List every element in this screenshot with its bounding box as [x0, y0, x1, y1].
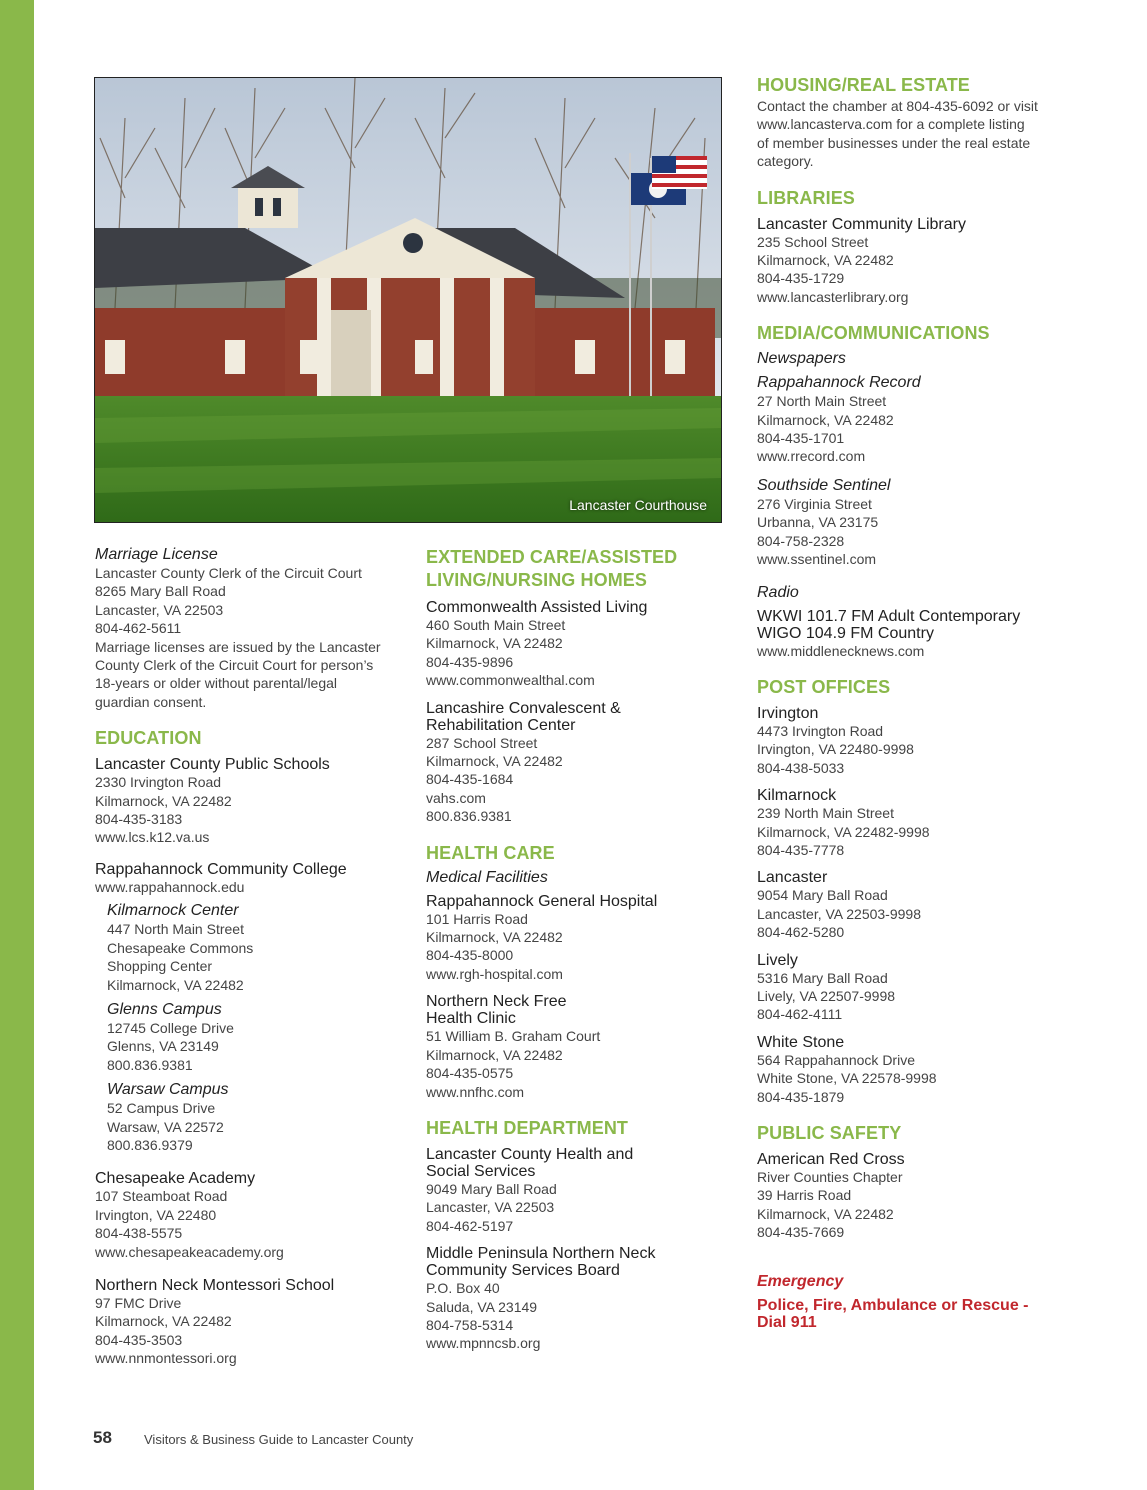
entry-line: 804-435-7669: [757, 1224, 845, 1241]
entry-line: 804-435-8000: [426, 947, 514, 964]
entry-line: 9054 Mary Ball Road: [757, 887, 888, 904]
entry-line: Kilmarnock, VA 22482: [426, 753, 563, 770]
housing-line: category.: [757, 153, 814, 170]
entry-line: 804-435-1684: [426, 771, 514, 788]
entry-line: 2330 Irvington Road: [95, 774, 222, 791]
entry-line: Lively, VA 22507-9998: [757, 987, 896, 1004]
entry-line: guardian consent.: [95, 693, 207, 710]
middle-column: [426, 546, 726, 1363]
entry-line: 804-435-7778: [757, 841, 845, 858]
entry-line: www.rgh-hospital.com: [426, 965, 563, 982]
entry-line: Kilmarnock, VA 22482: [95, 1313, 232, 1330]
entry-title: Irvington: [757, 704, 819, 722]
extended-care-heading-1: EXTENDED CARE/ASSISTED: [426, 547, 678, 567]
entry-line: Irvington, VA 22480-9998: [757, 741, 914, 758]
green-sidebar-bar: [0, 0, 34, 1490]
media-heading: MEDIA/COMMUNICATIONS: [757, 323, 990, 344]
chesapeake-academy-entry: [95, 1170, 405, 1261]
entry-line: Marriage licenses are issued by the Lancaster: [95, 638, 381, 655]
entry-line: 804-435-3503: [95, 1331, 183, 1348]
entry-line: 287 School Street: [426, 734, 538, 751]
entry-line: Lancaster County Clerk of the Circuit Court: [95, 565, 362, 581]
entry-line: Irvington, VA 22480: [95, 1206, 217, 1223]
radio-station: WIGO 104.9 FM Country: [757, 624, 934, 642]
entry-line: 18-years or older without parental/legal: [95, 675, 338, 692]
courthouse-illustration: [95, 78, 721, 522]
entry-line: 804-758-5314: [426, 1316, 514, 1333]
entry-line: Kilmarnock, VA 22482: [757, 411, 894, 428]
glenns-campus-entry: [95, 1000, 405, 1074]
entry-line: 8265 Mary Ball Road: [95, 583, 226, 600]
entry-line: 804-438-5575: [95, 1225, 183, 1242]
entry-line: 239 North Main Street: [757, 805, 894, 822]
entry-title: Health Clinic: [426, 1010, 516, 1028]
entry-title: Lancaster: [757, 869, 828, 887]
medical-facilities-subhead: Medical Facilities: [426, 868, 548, 886]
kilmarnock-po-entry: [757, 787, 1087, 859]
entry-line: www.chesapeakeacademy.org: [95, 1243, 284, 1260]
post-offices-heading: POST OFFICES: [757, 676, 891, 697]
entry-line: 804-435-1701: [757, 430, 845, 447]
entry-title: Commonwealth Assisted Living: [426, 599, 648, 616]
entry-line: www.middleneckn​ews.com: [757, 642, 925, 659]
housing-line: www.lancasterva.com for a complete listing: [757, 116, 1025, 133]
entry-line: 564 Rappahannock Drive: [757, 1051, 915, 1068]
entry-line: www.nnfhc.com: [426, 1083, 525, 1100]
entry-line: Shopping Center: [107, 958, 213, 975]
entry-line: 804-435-3183: [95, 811, 183, 828]
entry-line: Kilmarnock, VA 22482: [757, 252, 894, 269]
entry-line: 12745 College Drive: [107, 1019, 234, 1036]
mpnn-entry: [426, 1245, 726, 1353]
nnfhc-entry: [426, 993, 726, 1101]
entry-line: Kilmarnock, VA 22482-9998: [757, 823, 930, 840]
rrecord-entry: [757, 373, 1087, 466]
entry-line: 804-435-9896: [426, 653, 514, 670]
entry-title: Rappahannock Community College: [95, 860, 347, 878]
emergency-line: Police, Fire, Ambulance or Rescue -: [757, 1296, 1029, 1314]
entry-line: Kilmarnock, VA 22482: [95, 792, 232, 809]
entry-title: Northern Neck Free: [426, 993, 567, 1011]
entry-line: Urbanna, VA 23175: [757, 514, 879, 531]
entry-line: Glenns, VA 23149: [107, 1038, 219, 1055]
entry-line: www.ssentinel.com: [757, 551, 877, 568]
entry-line: 9049 Mary Ball Road: [426, 1180, 557, 1197]
lively-po-entry: [757, 952, 1087, 1024]
entry-title: Rappahannock General Hospital: [426, 892, 658, 910]
entry-line: P.O. Box 40: [426, 1280, 500, 1297]
radio-entry: [757, 608, 1087, 660]
entry-line: vahs.com: [426, 789, 486, 806]
entry-line: www.commonwealthal.com: [426, 672, 595, 689]
marriage-license-title: Marriage License: [95, 546, 218, 563]
libraries-heading: LIBRARIES: [757, 187, 855, 208]
emergency-line: Dial 911: [757, 1313, 817, 1331]
public-safety-heading: PUBLIC SAFETY: [757, 1123, 902, 1143]
entry-line: 804-462-5197: [426, 1217, 514, 1234]
marriage-license-entry: [95, 545, 405, 711]
entry-line: Kilmarnock, VA 22482: [426, 1046, 563, 1063]
entry-line: www.rappahannock.edu: [95, 878, 245, 895]
rcc-entry: [95, 861, 405, 896]
entry-line: 804-435-1879: [757, 1088, 845, 1105]
entry-title: Rehabilitation Center: [426, 716, 576, 734]
entry-line: 804-462-5611: [95, 620, 182, 637]
entry-title: Chesapeake Academy: [95, 1170, 256, 1188]
entry-title: Southside Sentinel: [757, 476, 891, 494]
lcps-entry: [95, 756, 405, 847]
education-heading: EDUCATION: [95, 728, 202, 749]
entry-line: 800.836.9381: [107, 1056, 193, 1073]
entry-title: Lancaster County Health and: [426, 1145, 634, 1163]
entry-line: Lancaster, VA 22503: [95, 601, 224, 618]
housing-line: of member businesses under the real estate: [757, 134, 1031, 151]
entry-line: Kilmarnock, VA 22482: [107, 976, 244, 993]
entry-title: Northern Neck Montessori School: [95, 1276, 335, 1294]
photo-caption: Lancaster Courthouse: [569, 497, 707, 513]
entry-line: 107 Steamboat Road: [95, 1188, 228, 1205]
entry-line: 5316 Mary Ball Road: [757, 969, 888, 986]
health-department-heading: HEALTH DEPARTMENT: [426, 1117, 629, 1138]
entry-line: Saluda, VA 23149: [426, 1298, 538, 1315]
entry-line: www.nnmontessori.org: [95, 1350, 237, 1367]
entry-line: 39 Harris Road: [757, 1187, 852, 1204]
entry-line: www.mpnncsb.org: [426, 1335, 541, 1352]
lancashire-entry: [426, 700, 726, 826]
entry-line: 804-462-5280: [757, 924, 845, 941]
right-column: [757, 74, 1087, 1331]
entry-title: Glenns Campus: [107, 1000, 222, 1018]
entry-title: Kilmarnock Center: [107, 902, 239, 920]
entry-title: Middle Peninsula Northern Neck: [426, 1245, 656, 1263]
entry-line: Chesapeake Commons: [107, 939, 254, 956]
emergency-subhead: Emergency: [757, 1272, 844, 1290]
entry-title: Social Services: [426, 1162, 536, 1180]
sentinel-entry: [757, 476, 1087, 569]
commonwealth-entry: [426, 599, 726, 690]
page-number: 58: [93, 1428, 112, 1447]
entry-line: www.lancasterlibrary.org: [757, 288, 909, 305]
entry-line: www.rrecord.com: [757, 448, 866, 465]
entry-title: Lancaster Community Library: [757, 215, 966, 233]
entry-title: White Stone: [757, 1033, 845, 1051]
entry-line: 52 Campus Drive: [107, 1100, 216, 1117]
entry-line: Lancaster, VA 22503: [426, 1199, 555, 1216]
library-entry: [757, 216, 1087, 307]
entry-line: 804-435-0575: [426, 1065, 514, 1082]
radio-subhead: Radio: [757, 583, 799, 601]
entry-line: 804-435-1729: [757, 270, 845, 287]
entry-title: Kilmarnock: [757, 787, 837, 805]
entry-line: 460 South Main Street: [426, 617, 566, 633]
housing-line: Contact the chamber at 804-435-6092 or visit: [757, 98, 1038, 114]
entry-line: Kilmarnock, VA 22482: [426, 635, 563, 652]
entry-line: 27 North Main Street: [757, 393, 887, 410]
entry-line: 804-438-5033: [757, 759, 845, 776]
entry-line: 804-758-2328: [757, 532, 845, 549]
entry-line: Kilmarnock, VA 22482: [426, 929, 563, 946]
extended-care-heading-2: LIVING/NURSING HOMES: [426, 570, 648, 590]
warsaw-campus-entry: [95, 1080, 405, 1154]
entry-line: County Clerk of the Circuit Court for person’s: [95, 657, 374, 674]
entry-line: 4473 Irvington Road: [757, 722, 884, 739]
red-cross-entry: [757, 1151, 1087, 1242]
entry-line: 51 William B. Graham Court: [426, 1028, 601, 1045]
entry-line: 235 School Street: [757, 233, 869, 250]
entry-title: Lancaster County Public Schools: [95, 756, 330, 774]
entry-line: 101 Harris Road: [426, 910, 528, 927]
kilmarnock-center-entry: [95, 901, 405, 994]
entry-line: 276 Virginia Street: [757, 495, 872, 512]
entry-line: Kilmarnock, VA 22482: [757, 1205, 894, 1222]
health-care-heading: HEALTH CARE: [426, 842, 555, 863]
rgh-entry: [426, 893, 726, 984]
entry-line: Warsaw, VA 22572: [107, 1118, 224, 1135]
entry-line: River Counties Chapter: [757, 1169, 903, 1185]
lchss-entry: [426, 1146, 726, 1235]
entry-title: Rappahannock Record: [757, 374, 921, 392]
footer-title: Visitors & Business Guide to Lancaster County: [144, 1432, 414, 1447]
entry-line: 800.836.9381: [426, 808, 512, 825]
whitestone-po-entry: [757, 1034, 1087, 1106]
entry-title: American Red Cross: [757, 1151, 905, 1168]
housing-heading: HOUSING/REAL ESTATE: [757, 75, 970, 95]
lancaster-po-entry: [757, 869, 1087, 941]
irvington-entry: [757, 705, 1087, 777]
entry-title: Community Services Board: [426, 1262, 620, 1280]
entry-title: Warsaw Campus: [107, 1081, 229, 1099]
radio-station: WKWI 101.7 FM Adult Contemporary: [757, 607, 1021, 625]
left-column: [95, 545, 405, 1368]
entry-line: www.lcs.k12.va.us: [95, 829, 210, 846]
montessori-entry: [95, 1277, 405, 1368]
newspapers-subhead: Newspapers: [757, 350, 846, 368]
entry-line: 800.836.9379: [107, 1136, 193, 1153]
entry-line: 804-462-4111: [757, 1006, 843, 1023]
entry-line: White Stone, VA 22578-9998: [757, 1070, 937, 1087]
entry-line: 447 North Main Street: [107, 921, 244, 938]
entry-title: Lancashire Convalescent &: [426, 699, 621, 717]
entry-line: Lancaster, VA 22503-9998: [757, 905, 921, 922]
entry-title: Lively: [757, 951, 798, 969]
courthouse-photo: [94, 77, 722, 523]
entry-line: 97 FMC Drive: [95, 1294, 182, 1311]
